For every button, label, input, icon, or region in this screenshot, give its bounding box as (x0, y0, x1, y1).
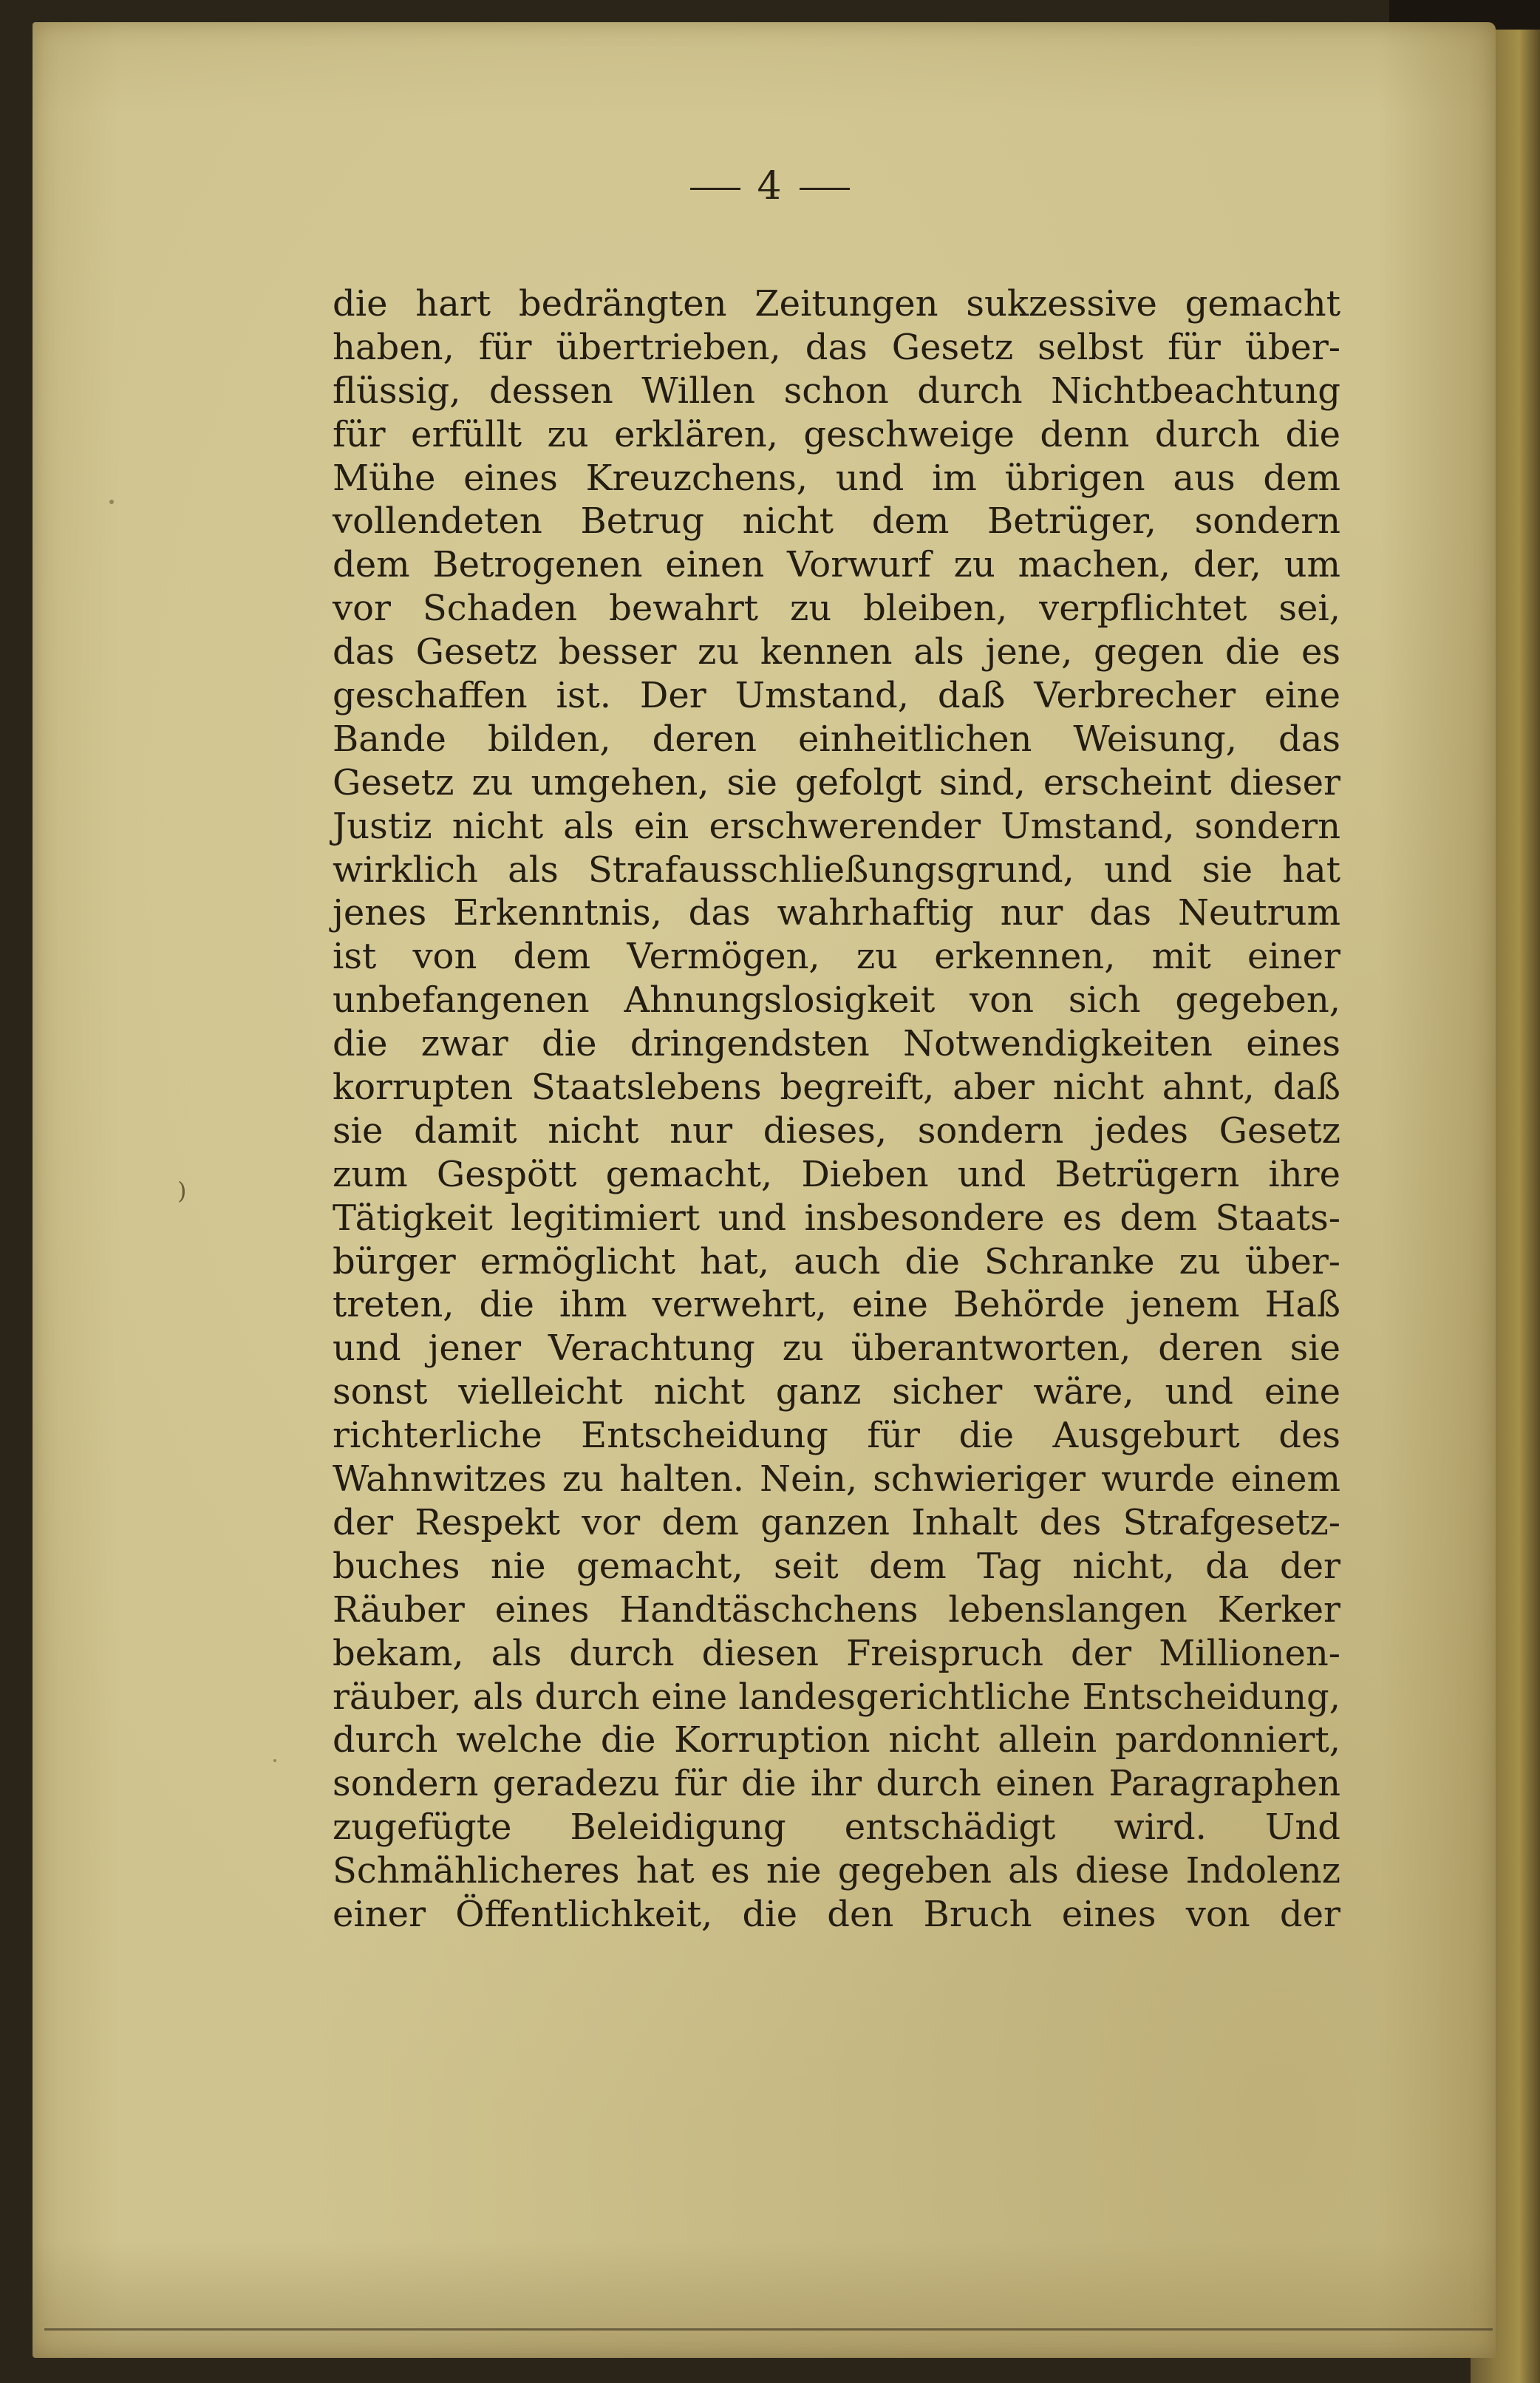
page-number-dash-left (690, 188, 740, 190)
text-line: flüssig, dessen Willen schon durch Nichtbeachtung (333, 370, 1340, 412)
text-line: räuber, als durch eine landesgerichtliche Entscheidung, (333, 1676, 1340, 1718)
paper-speck (109, 500, 114, 504)
text-line: bekam, als durch diesen Freispruch der Millionen- (333, 1632, 1340, 1674)
text-line: Mühe eines Kreuzchens, und im übrigen aus dem (333, 457, 1340, 499)
text-line: das Gesetz besser zu kennen als jene, gegen die es (333, 631, 1340, 673)
paper-speck (273, 1759, 276, 1762)
text-line: Tätigkeit legitimiert und insbesondere es dem Staats- (333, 1197, 1340, 1239)
text-line: wirklich als Strafausschließungsgrund, und sie hat (333, 849, 1340, 891)
text-line: der Respekt vor dem ganzen Inhalt des Strafgesetz- (333, 1501, 1340, 1543)
text-line: vollendeten Betrug nicht dem Betrüger, sondern (333, 500, 1340, 543)
text-line: die zwar die dringendsten Notwendigkeiten eines (333, 1023, 1340, 1065)
page-bottom-edge (44, 2328, 1493, 2331)
text-line: Gesetz zu umgehen, sie gefolgt sind, erscheint dieser (333, 761, 1340, 803)
text-line: Schmählicheres hat es nie gegeben als diese Indolenz (333, 1850, 1340, 1892)
page-number (0, 164, 1540, 208)
text-line: zugefügte Beleidigung entschädigt wird. Und (333, 1806, 1340, 1849)
text-line: bürger ermöglicht hat, auch die Schranke zu über- (333, 1240, 1340, 1282)
text-line: unbefangenen Ahnungslosigkeit von sich gegeben, (333, 979, 1340, 1021)
text-line: korrupten Staatslebens begreift, aber nicht ahnt, daß (333, 1067, 1340, 1109)
text-line: die hart bedrängten Zeitungen sukzessive gemacht (333, 283, 1340, 324)
text-line: treten, die ihm verwehrt, eine Behörde jenem Haß (333, 1284, 1340, 1326)
text-line: und jener Verachtung zu überantworten, deren sie (333, 1328, 1340, 1370)
text-line: Justiz nicht als ein erschwerender Umstand, sondern (333, 805, 1340, 847)
text-line: Räuber eines Handtäschchens lebenslangen Kerker (333, 1588, 1340, 1631)
text-line: durch welche die Korruption nicht allein pardonniert, (333, 1719, 1340, 1761)
text-line: sie damit nicht nur dieses, sondern jedes Gesetz (333, 1109, 1340, 1152)
text-line: Wahnwitzes zu halten. Nein, schwieriger wurde einem (333, 1458, 1340, 1500)
text-line: jenes Erkenntnis, das wahrhaftig nur das Neutrum (333, 892, 1340, 934)
text-line: Bande bilden, deren einheitlichen Weisung, das (333, 718, 1340, 760)
text-line: für erfüllt zu erklären, geschweige denn durch die (333, 413, 1340, 455)
margin-mark: ) (177, 1177, 187, 1205)
text-line: sondern geradezu für die ihr durch einen Paragraphen (333, 1763, 1340, 1805)
text-line: ist von dem Vermögen, zu erkennen, mit einer (333, 936, 1340, 978)
text-line: haben, für übertrieben, das Gesetz selbst für über- (333, 326, 1340, 368)
text-line: buches nie gemacht, seit dem Tag nicht, da der (333, 1545, 1340, 1587)
text-line: zum Gespött gemacht, Dieben und Betrügern ihre (333, 1153, 1340, 1195)
page-number-dash-right (800, 188, 850, 190)
text-line: vor Schaden bewahrt zu bleiben, verpflichtet sei, (333, 588, 1340, 630)
text-line: geschaffen ist. Der Umstand, daß Verbrecher eine (333, 675, 1340, 717)
body-paragraph (333, 282, 1340, 1937)
text-line: einer Öffentlichkeit, die den Bruch eines von der (333, 1893, 1340, 1935)
text-line: sonst vielleicht nicht ganz sicher wäre, und eine (333, 1371, 1340, 1413)
page-number-value: 4 (757, 164, 783, 208)
text-line: dem Betrogenen einen Vorwurf zu machen, der, um (333, 544, 1340, 586)
text-line: richterliche Entscheidung für die Ausgeburt des (333, 1415, 1340, 1457)
